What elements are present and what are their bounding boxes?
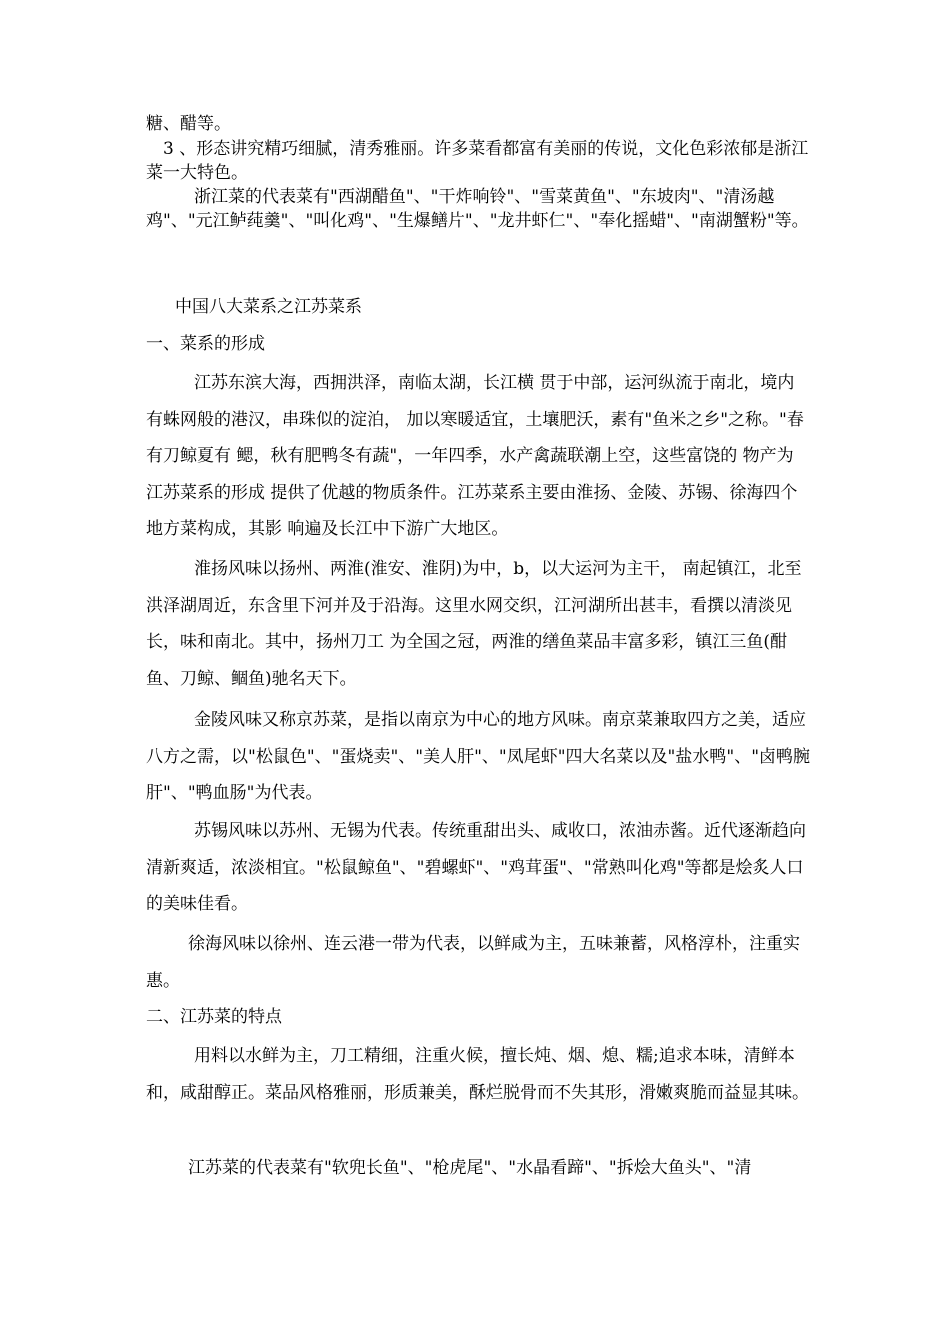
para-suxi: 苏锡风味以苏州、无锡为代表。传统重甜出头、咸收口，浓油赤酱。近代逐渐趋向清新爽适，浓淡相宜。"松鼠鲸鱼"、"碧螺虾"、"鸡茸蛋"、"常熟叫化鸡"等都是烩炙人口的美味佳看。 (146, 821, 806, 914)
section1-heading: 一、菜系的形成 (146, 334, 265, 354)
para-jinling: 金陵风味又称京苏菜，是指以南京为中心的地方风味。南京菜兼取四方之美，适应八方之需，以"松鼠色"、"蛋烧卖"、"美人肝"、"凤尾虾"四大名菜以及"盐水鸭"、"卤鸭腕肝"、"鸭血肠"为代表。 (146, 710, 811, 803)
para-xuhai: 徐海风味以徐州、连云港一带为代表，以鲜咸为主，五味兼蓄，风格淳朴，注重实惠。 (146, 934, 800, 991)
para-dishes-start: 江苏菜的代表菜有"软兜长鱼"、"枪虎尾"、"水晶看蹄"、"拆烩大鱼头"、"清 (188, 1158, 752, 1178)
intro-zhejiang-dishes: 浙江菜的代表菜有"西湖醋鱼"、"干炸响铃"、"雪菜黄鱼"、"东坡肉"、"清汤越鸡"、"元江鲈莼羹"、"叫化鸡"、"生爆鳝片"、"龙井虾仁"、"奉化摇蜡"、"南湖蟹粉"等。 (146, 187, 809, 231)
para-formation: 江苏东滨大海，西拥洪泽，南临太湖，长江横 贯于中部，运河纵流于南北，境内有蛛网般的港汉，串珠似的淀泊， 加以寒暖适宜，土壤肥沃，素有"鱼米之乡"之称。"春有刀鲸夏有 鳃，秋有肥鸭冬有蔬"，一年四季，水产禽蔬联潮上空，这些富饶的 物产为江苏菜系的形成 提供了优越的物质条件。江苏菜系主要由淮扬、金陵、苏锡、徐海四个地方菜构成，其影 响遍及长江中下游广大地区。 (146, 373, 804, 539)
para-features: 用料以水鲜为主，刀工精细，注重火候，擅长炖、烟、熄、糯;追求本味，清鲜本和，咸甜醇正。菜品风格雅丽，形质兼美，酥烂脱骨而不失其形，滑嫩爽脆而益显其味。 (146, 1046, 809, 1103)
para-huaiyang: 淮扬风味以扬州、两淮(淮安、淮阴)为中，b，以大运河为主干， 南起镇江，北至洪泽湖周近，东含里下河并及于沿海。这里水网交织，江河湖所出甚丰，看撰以清淡见长，味和南北。其中，扬州刀工 为全国之冠，两淮的缮鱼菜品丰富多彩，镇江三鱼(酣鱼、刀鲸、鲴鱼)驰名天下。 (146, 559, 802, 689)
intro-line-tail: 糖、醋等。 (146, 114, 231, 134)
jiangsu-title: 中国八大菜系之江苏菜系 (175, 297, 362, 317)
intro-point-3: 3 、形态讲究精巧细腻，清秀雅丽。许多菜看都富有美丽的传说，文化色彩浓郁是浙江菜一大特色。 (146, 139, 809, 183)
section2-heading: 二、江苏菜的特点 (146, 1007, 282, 1027)
